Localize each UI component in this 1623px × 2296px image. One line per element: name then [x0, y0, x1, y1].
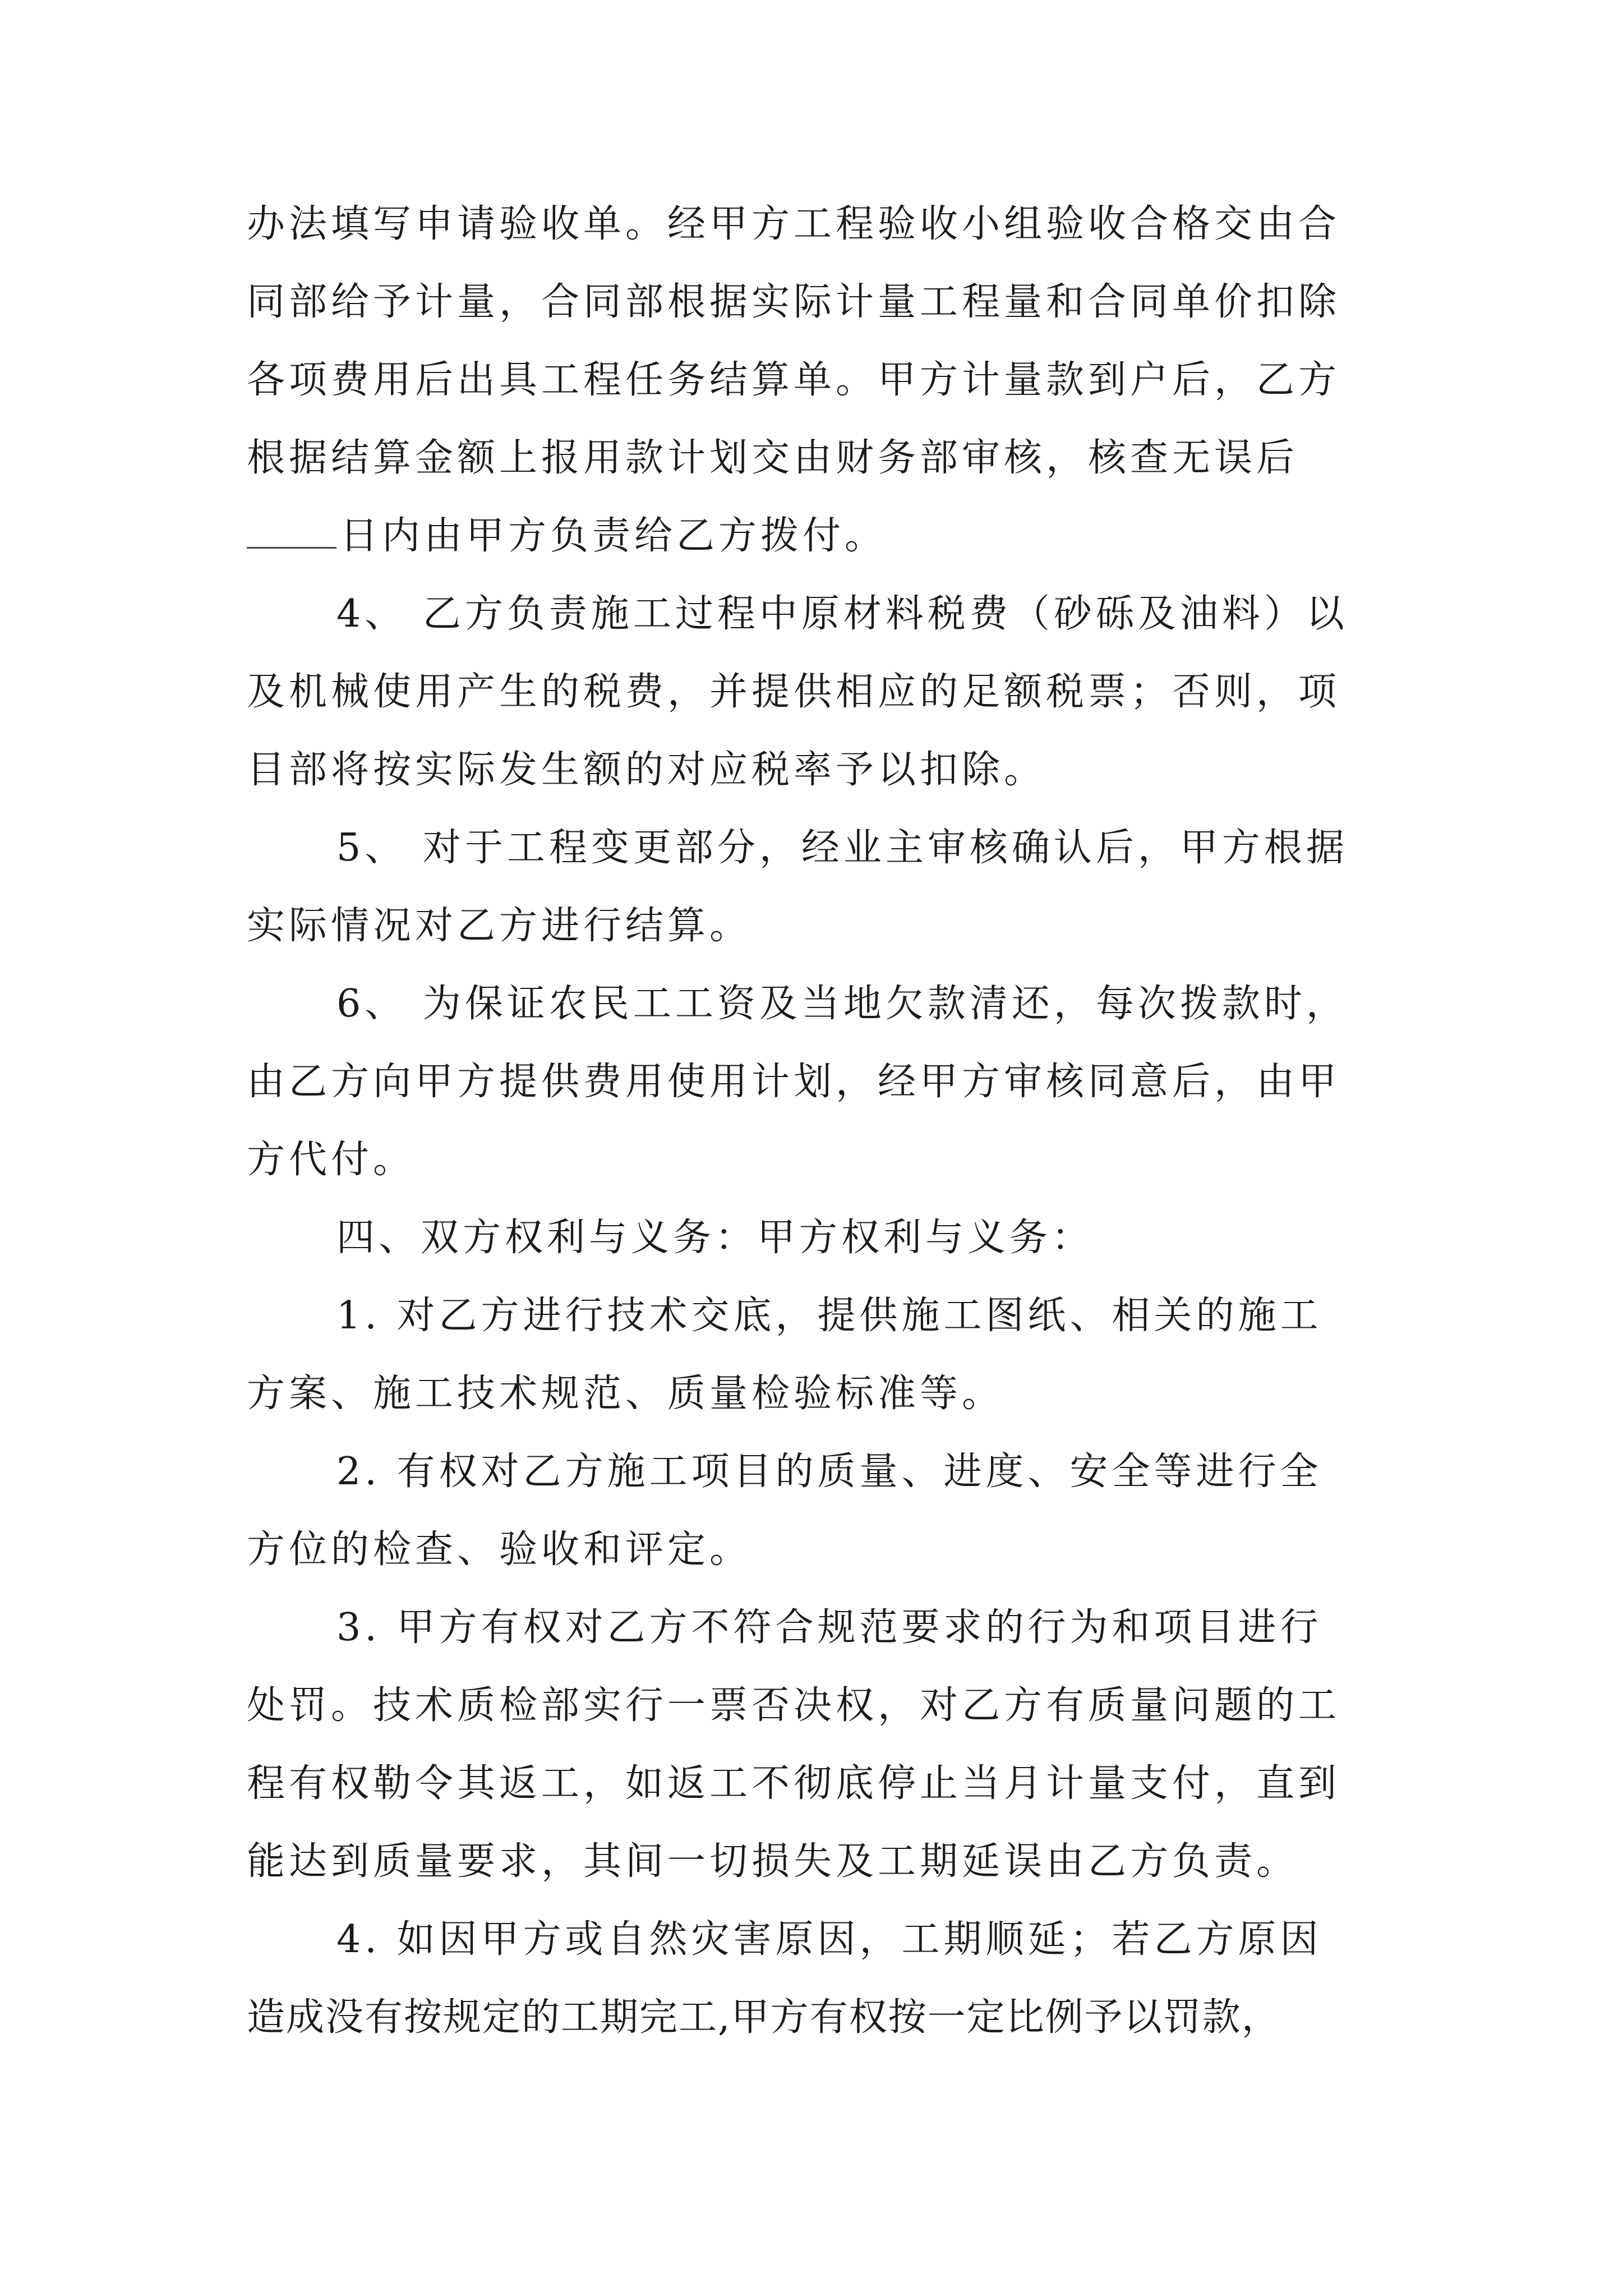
text-line: 根据结算金额上报用款计划交由财务部审核，核查无误后	[247, 436, 1299, 480]
text-line: 实际情况对乙方进行结算。	[247, 904, 752, 948]
text-line: 目部将按实际发生额的对应税率予以扣除。	[247, 748, 1046, 792]
text-line: 造成没有按规定的工期完工,甲方有权按一定比例予以罚款，	[247, 1995, 1281, 2040]
fill-in-blank	[247, 513, 336, 549]
paragraph-item-6: 6、 为保证农民工工资及当地欠款清还，每次拨款时，	[336, 982, 1348, 1026]
text-line	[247, 503, 1447, 570]
text-span: 日内由甲方负责给乙方拨付。	[340, 514, 887, 558]
text-line: 各项费用后出具工程任务结算单。甲方计量款到户后，乙方	[247, 358, 1341, 402]
text-line: 由乙方向甲方提供费用使用计划，经甲方审核同意后，由甲	[247, 1060, 1341, 1104]
text-line: 程有权勒令其返工，如返工不彻底停止当月计量支付，直到	[247, 1761, 1341, 1806]
paragraph-item-1: 1. 对乙方进行技术交底，提供施工图纸、相关的施工	[336, 1294, 1322, 1338]
text-line: 能达到质量要求，其间一切损失及工期延误由乙方负责。	[247, 1839, 1299, 1884]
text-line: 同部给予计量，合同部根据实际计量工程量和合同单价扣除	[247, 280, 1341, 324]
text-line: 方案、施工技术规范、质量检验标准等。	[247, 1372, 1004, 1416]
text-line: 处罚。技术质检部实行一票否决权，对乙方有质量问题的工	[247, 1683, 1341, 1728]
text-line: 办法填写申请验收单。经甲方工程验收小组验收合格交由合	[247, 202, 1341, 246]
paragraph-item-4: 4、 乙方负责施工过程中原材料税费（砂砾及油料）以	[336, 592, 1348, 636]
paragraph-item-4b: 4. 如因甲方或自然灾害原因，工期顺延；若乙方原因	[336, 1917, 1322, 1962]
text-line: 及机械使用产生的税费，并提供相应的足额税票；否则，项	[247, 670, 1341, 714]
text-line: 方代付。	[247, 1138, 416, 1182]
paragraph-item-3: 3. 甲方有权对乙方不符合规范要求的行为和项目进行	[336, 1605, 1322, 1650]
section-heading: 四、双方权利与义务：甲方权利与义务：	[336, 1216, 1094, 1260]
text-line: 方位的检查、验收和评定。	[247, 1527, 752, 1572]
paragraph-item-5: 5、 对于工程变更部分，经业主审核确认后，甲方根据	[336, 826, 1348, 870]
paragraph-item-2: 2. 有权对乙方施工项目的质量、进度、安全等进行全	[336, 1450, 1322, 1494]
